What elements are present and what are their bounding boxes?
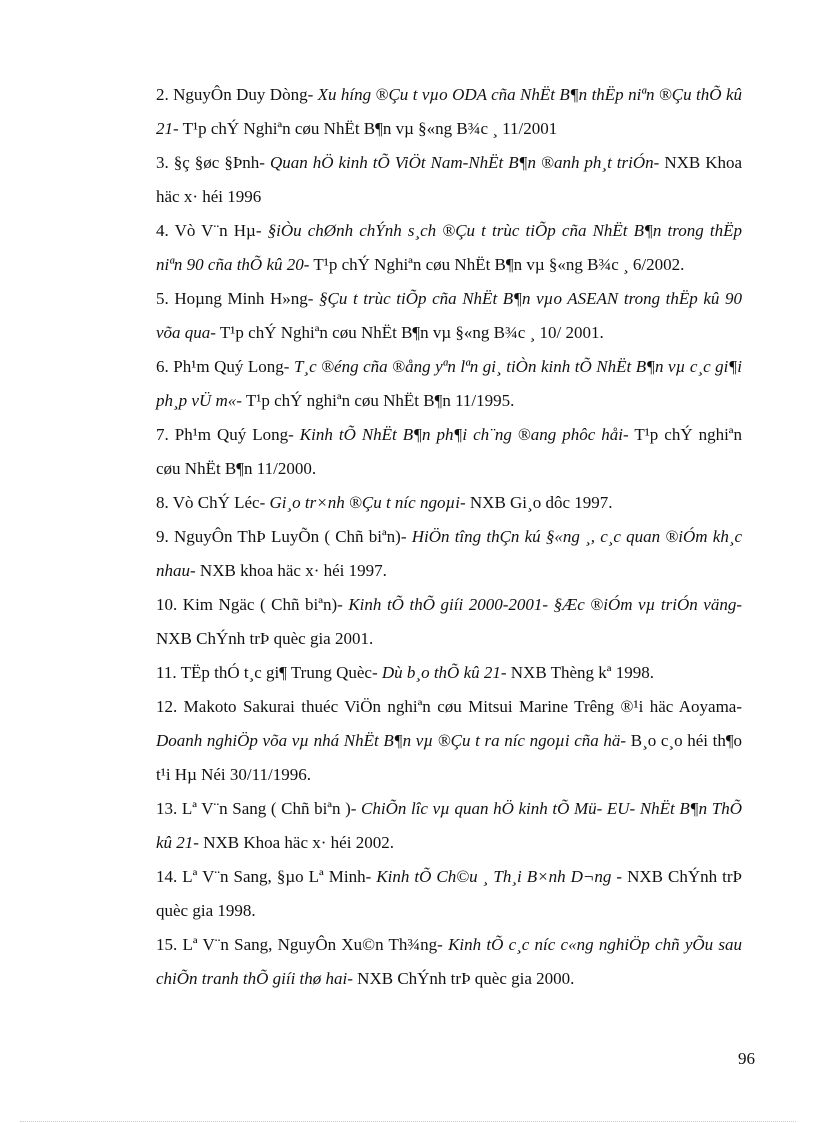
reference-item (156, 486, 742, 520)
reference-number: 13. (156, 799, 178, 818)
reference-number: 12. (156, 697, 178, 716)
reference-source: NXB ChÝnh trÞ quèc gia 2001. (156, 629, 374, 648)
reference-list (156, 78, 742, 996)
reference-title: Kinh tÕ Ch©u ¸ Th¸i B×nh D¬ng (376, 867, 612, 886)
reference-title: Quan hÖ kinh tÕ ViÖt Nam-NhËt B¶n ®anh ph¸t triÓn- (269, 153, 660, 172)
reference-source: NXB ChÝnh trÞ quèc gia 2000. (357, 969, 575, 988)
reference-source: B¸o c¸o héi th¶o t¹i Hµ Néi 30/11/1996. (156, 731, 743, 784)
reference-source: - NXB ChÝnh trÞ quèc gia 1998. (156, 867, 743, 920)
reference-item (156, 792, 742, 860)
reference-title: §Çu t trùc tiÕp cña NhËt B¶n vµo ASEAN trong thËp kû 90 võa qua- (156, 289, 743, 342)
reference-title: Dù b¸o thÕ kû 21- (381, 663, 507, 682)
reference-item (156, 350, 742, 418)
reference-author: Lª V¨n Sang ( Chñ biªn )- (181, 799, 357, 818)
reference-title: Kinh tÕ c¸c níc c«ng nghiÖp chñ yÕu sau chiÕn tranh thÕ giíi thø hai- (156, 935, 742, 988)
reference-number: 5. (156, 289, 169, 308)
reference-title: HiÖn tîng thÇn kú §«ng ¸, c¸c quan ®iÓm kh¸c nhau- (156, 527, 743, 580)
reference-number: 9. (156, 527, 169, 546)
reference-author: Lª V¨n Sang, §µo Lª Minh- (182, 867, 372, 886)
reference-title: Gi¸o tr×nh ®Çu t níc ngoµi- (269, 493, 466, 512)
reference-item (156, 418, 742, 486)
reference-author: NguyÔn Duy Dòng- (173, 85, 314, 104)
reference-author: Vò ChÝ Léc- (172, 493, 266, 512)
reference-number: 3. (156, 153, 169, 172)
reference-author: TËp thÓ t¸c gi¶ Trung Quèc- (180, 663, 378, 682)
reference-item (156, 520, 742, 588)
reference-item (156, 860, 742, 928)
reference-source: NXB Khoa häc x· héi 1996 (156, 153, 743, 206)
reference-title: T¸c ®éng cña ®ång yªn lªn gi¸ tiÒn kinh tÕ NhËt B¶n vµ c¸c gi¶i ph¸p vÜ m«- (156, 357, 743, 410)
reference-number: 11. (156, 663, 177, 682)
reference-number: 7. (156, 425, 169, 444)
reference-number: 15. (156, 935, 178, 954)
reference-number: 2. (156, 85, 169, 104)
reference-number: 4. (156, 221, 169, 240)
reference-number: 10. (156, 595, 178, 614)
reference-item (156, 690, 742, 792)
reference-author: Lª V¨n Sang, NguyÔn Xu©n Th¾ng- (182, 935, 443, 954)
reference-author: Vò V¨n Hµ- (174, 221, 262, 240)
reference-source: T¹p chÝ nghiªn cøu NhËt B¶n 11/1995. (245, 391, 515, 410)
reference-source: T¹p chÝ Nghiªn cøu NhËt B¶n vµ §«ng B¾c ¸ 6/2002. (313, 255, 685, 274)
reference-item (156, 588, 742, 656)
reference-source: T¹p chÝ Nghiªn cøu NhËt B¶n vµ §«ng B¾c ¸ 10/ 2001. (219, 323, 604, 342)
reference-number: 6. (156, 357, 169, 376)
reference-number: 14. (156, 867, 178, 886)
reference-item (156, 282, 742, 350)
page-bottom-divider (20, 1121, 796, 1122)
reference-number: 8. (156, 493, 169, 512)
page-number: 96 (738, 1049, 755, 1068)
reference-source: NXB khoa häc x· héi 1997. (199, 561, 387, 580)
reference-item (156, 78, 742, 146)
reference-item (156, 146, 742, 214)
reference-source: NXB Khoa häc x· héi 2002. (203, 833, 394, 852)
reference-title: Xu híng ®Çu t vµo ODA cña NhËt B¶n thËp niªn ®Çu thÕ kû 21- (156, 85, 742, 138)
reference-item (156, 928, 742, 996)
reference-source: T¹p chÝ Nghiªn cøu NhËt B¶n vµ §«ng B¾c ¸ 11/2001 (182, 119, 558, 138)
reference-author: Kim Ngäc ( Chñ biªn)- (182, 595, 343, 614)
reference-source: NXB Gi¸o dôc 1997. (469, 493, 613, 512)
reference-author: §ç §øc §Þnh- (173, 153, 265, 172)
reference-title: Doanh nghiÖp võa vµ nhá NhËt B¶n vµ ®Çu t ra níc ngoµi cña hä- (156, 731, 627, 750)
reference-author: Ph¹m Quý Long- (174, 425, 294, 444)
reference-author: Hoµng Minh H»ng- (174, 289, 314, 308)
reference-source: T¹p chÝ nghiªn cøu NhËt B¶n 11/2000. (156, 425, 742, 478)
reference-author: NguyÔn ThÞ LuyÕn ( Chñ biªn)- (173, 527, 407, 546)
reference-title: Kinh tÕ thÕ giíi 2000-2001- §Æc ®iÓm vµ triÓn väng- (348, 595, 743, 614)
reference-item (156, 214, 742, 282)
reference-source: NXB Thèng kª 1998. (510, 663, 654, 682)
reference-item (156, 656, 742, 690)
reference-title: §iÒu chØnh chÝnh s¸ch ®Çu t trùc tiÕp cña NhËt B¶n trong thËp niªn 90 cña thÕ kû 20- (156, 221, 743, 274)
reference-title: ChiÕn lîc vµ quan hÖ kinh tÕ Mü- EU- NhËt B¶n ThÕ kû 21- (156, 799, 742, 852)
reference-author: Makoto Sakurai thuéc ViÖn nghiªn cøu Mitsui Marine Trêng ®¹i häc Aoyama- (183, 697, 743, 716)
reference-title: Kinh tÕ NhËt B¶n ph¶i ch¨ng ®ang phôc håi- (299, 425, 629, 444)
reference-author: Ph¹m Quý Long- (173, 357, 290, 376)
